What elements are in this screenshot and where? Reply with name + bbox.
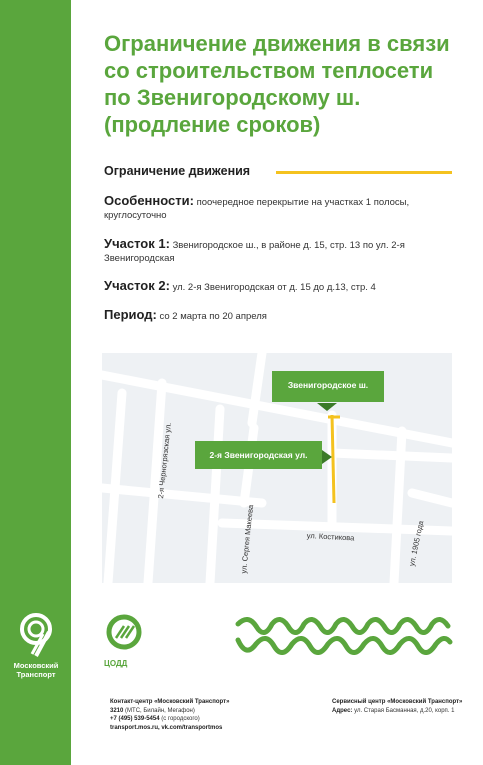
detail-section-2 <box>104 279 454 294</box>
callout-pointer <box>317 403 337 411</box>
section-divider <box>276 171 452 174</box>
closure-map <box>102 353 452 583</box>
street-label: ул. Костикова <box>306 531 355 543</box>
contact-center-info <box>110 698 320 732</box>
closure-segment <box>332 415 334 503</box>
service-center-info <box>332 698 482 715</box>
detail-label: Участок 2: <box>104 278 170 293</box>
codd-logo <box>104 612 154 668</box>
phone-number: +7 (495) 539-5454 <box>110 716 160 722</box>
detail-period <box>104 308 454 323</box>
detail-section-1 <box>104 237 454 265</box>
contact-title: Контакт-центр «Московский Транспорт» <box>110 699 230 705</box>
phone-note: (с городского) <box>161 716 200 722</box>
codd-label: ЦОДД <box>104 659 128 668</box>
decorative-wave-pattern <box>234 614 454 668</box>
short-number-note: (МТС, Билайн, Мегафон) <box>125 707 195 714</box>
notice-title: Ограничение движения в связи со строительством теплосети по Звенигородскому ш. (продление сроков) <box>104 31 450 137</box>
green-sidebar <box>0 0 71 765</box>
detail-text: ул. 2-я Звенигородская от д. 15 до д.13, стр. 4 <box>172 282 376 293</box>
address-text: ул. Старая Басманная, д.20, корп. 1 <box>354 707 455 714</box>
detail-label: Особенности: <box>104 193 194 208</box>
street-label: 2-я Черногрязская ул. <box>156 422 173 499</box>
callout-2-ya-zvenigorodskaya: 2-я Звенигородская ул. <box>195 441 322 469</box>
service-title: Сервисный центр «Московский Транспорт» <box>332 699 463 705</box>
codd-icon <box>104 612 144 652</box>
street-label: ул. 1905 года <box>407 519 426 567</box>
detail-label: Период: <box>104 307 157 322</box>
detail-text: Звенигородское ш., в районе д. 15, стр. 13 по ул. 2-я Звенигородская <box>104 240 405 264</box>
section-heading: Ограничение движения <box>104 164 251 178</box>
detail-text: со 2 марта по 20 апреля <box>159 311 267 322</box>
detail-text: поочередное перекрытие на участках 1 полосы, круглосуточно <box>104 197 410 221</box>
moscow-transport-icon <box>16 612 56 658</box>
moscow-transport-logo <box>12 612 60 679</box>
contact-links[interactable]: transport.mos.ru, vk.com/transportmos <box>110 724 223 731</box>
detail-label: Участок 1: <box>104 236 170 251</box>
detail-features <box>104 194 454 222</box>
address-label: Адрес: <box>332 707 353 714</box>
moscow-transport-name: Московский Транспорт <box>13 661 59 679</box>
short-number: 3210 <box>110 707 124 714</box>
callout-zvenigorodskoe-sh: Звенигородское ш. <box>272 371 384 402</box>
street-label: ул. Сергея Макеева <box>239 504 256 574</box>
